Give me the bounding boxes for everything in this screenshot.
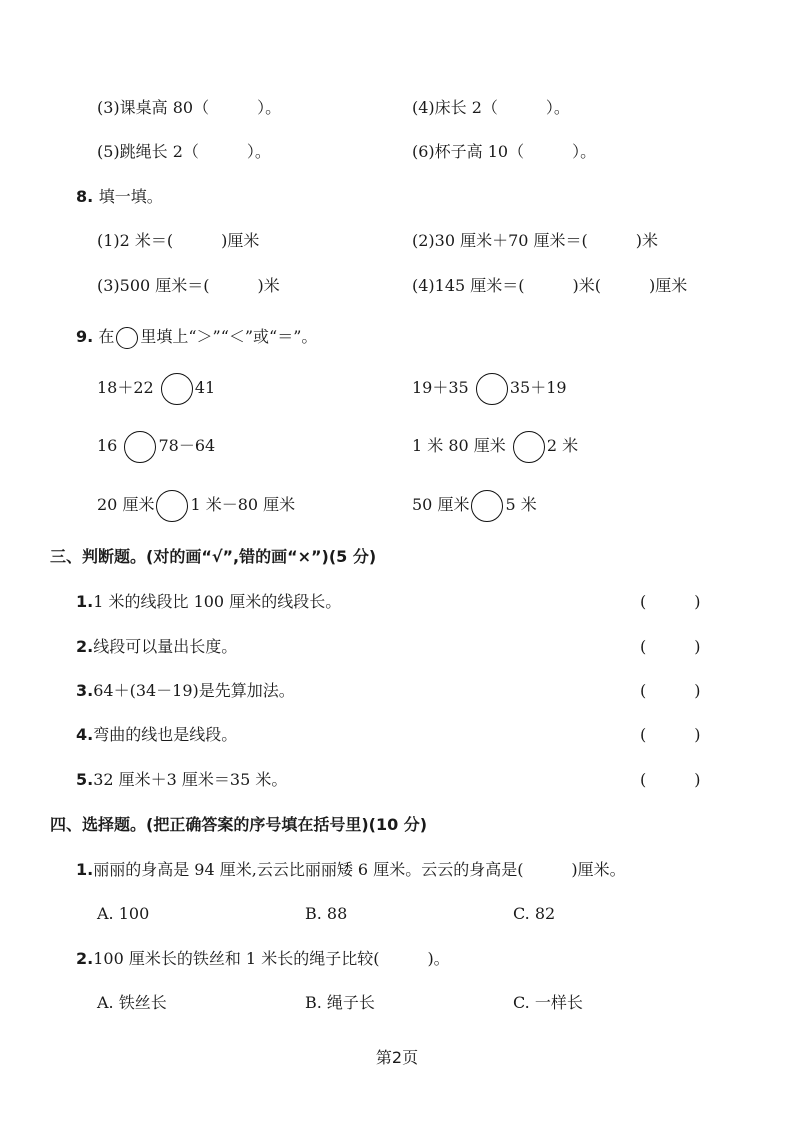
- s4-question-text: 100 厘米长的铁丝和 1 米长的绳子比较( )。: [93, 949, 450, 968]
- s3-item-5: [76, 770, 287, 790]
- s4-q1-option-c[interactable]: C. 82: [513, 904, 556, 923]
- s4-question-text: 丽丽的身高是 94 厘米,云云比丽丽矮 6 厘米。云云的身高是( )厘米。: [93, 860, 626, 879]
- q9-item-left: 18＋22: [97, 378, 154, 397]
- s3-item-number: 2.: [76, 637, 94, 656]
- q8-item-3: (3)500 厘米＝( )米: [97, 276, 280, 295]
- q9-item-left: 16: [97, 436, 118, 455]
- s4-question-1: [76, 860, 626, 880]
- q9-item-left: 20 厘米: [97, 495, 155, 514]
- q9-item-6: [412, 488, 537, 522]
- answer-circle[interactable]: [124, 431, 156, 463]
- answer-circle[interactable]: [476, 373, 508, 405]
- answer-paren[interactable]: ( ): [640, 637, 701, 656]
- s3-item-text: 32 厘米＋3 厘米＝35 米。: [93, 770, 288, 789]
- q9-title-pre: 在: [98, 327, 115, 346]
- q8-title: [76, 187, 163, 207]
- answer-paren[interactable]: ( ): [640, 725, 701, 744]
- s4-q2-option-c[interactable]: C. 一样长: [513, 993, 583, 1012]
- q9-item-4: [412, 429, 578, 463]
- answer-paren[interactable]: ( ): [640, 770, 701, 789]
- s3-item-text: 64＋(34－19)是先算加法。: [93, 681, 295, 700]
- s4-q1-option-a[interactable]: A. 100: [97, 904, 150, 923]
- s3-item-text: 弯曲的线也是线段。: [93, 725, 238, 744]
- s3-item-number: 5.: [76, 770, 94, 789]
- q9-item-1: [97, 371, 215, 405]
- q9-item-right: 41: [194, 378, 216, 397]
- s3-item-number: 3.: [76, 681, 94, 700]
- s4-question-number: 2.: [76, 949, 94, 968]
- answer-paren[interactable]: ( ): [640, 592, 701, 611]
- answer-circle[interactable]: [161, 373, 193, 405]
- q9-number: 9.: [76, 327, 94, 346]
- s3-item-2: [76, 637, 237, 657]
- section4-heading: 四、选择题。(把正确答案的序号填在括号里)(10 分): [50, 815, 428, 834]
- s3-item-3: [76, 681, 295, 701]
- answer-circle[interactable]: [513, 431, 545, 463]
- q9-item-left: 19＋35: [412, 378, 469, 397]
- s3-item-4: [76, 725, 237, 745]
- s3-item-1: [76, 592, 341, 612]
- s3-item-text: 线段可以量出长度。: [93, 637, 238, 656]
- q9-item-2: [412, 371, 567, 405]
- q9-item-left: 50 厘米: [412, 495, 470, 514]
- s4-q2-option-a[interactable]: A. 铁丝长: [97, 993, 167, 1012]
- page-number: 第2页: [375, 1048, 419, 1067]
- answer-circle[interactable]: [156, 490, 188, 522]
- q9-item-right: 35＋19: [509, 378, 567, 397]
- q7-item-4: (4)床长 2（ ）。: [412, 98, 570, 117]
- q7-item-3: (3)课桌高 80（ ）。: [97, 98, 282, 117]
- q9-item-right: 5 米: [505, 495, 537, 514]
- q9-item-right: 78－64: [158, 436, 216, 455]
- s4-q2-option-b[interactable]: B. 绳子长: [305, 993, 375, 1012]
- q8-item-4: (4)145 厘米＝( )米( )厘米: [412, 276, 688, 295]
- q9-item-left: 1 米 80 厘米: [412, 436, 506, 455]
- q9-item-right: 2 米: [546, 436, 579, 455]
- s4-q1-option-b[interactable]: B. 88: [305, 904, 348, 923]
- s3-item-text: 1 米的线段比 100 厘米的线段长。: [93, 592, 342, 611]
- answer-paren[interactable]: ( ): [640, 681, 701, 700]
- q9-item-5: [97, 488, 295, 522]
- q9-title: [76, 322, 317, 352]
- answer-circle[interactable]: [471, 490, 503, 522]
- q8-item-1: (1)2 米＝( )厘米: [97, 231, 260, 250]
- section3-heading: 三、判断题。(对的画“√”,错的画“×”)(5 分): [50, 547, 377, 566]
- q9-title-post: 里填上“＞”“＜”或“＝”。: [140, 327, 318, 346]
- s4-question-number: 1.: [76, 860, 94, 879]
- s3-item-number: 1.: [76, 592, 94, 611]
- q8-item-2: (2)30 厘米＋70 厘米＝( )米: [412, 231, 659, 250]
- q7-item-6: (6)杯子高 10（ ）。: [412, 142, 597, 161]
- q8-title-text: 填一填。: [98, 187, 163, 206]
- s3-item-number: 4.: [76, 725, 94, 744]
- q8-number: 8.: [76, 187, 94, 206]
- circle-icon: [116, 327, 138, 349]
- q9-item-3: [97, 429, 215, 463]
- s4-question-2: [76, 949, 450, 969]
- q7-item-5: (5)跳绳长 2（ ）。: [97, 142, 271, 161]
- q9-item-right: 1 米－80 厘米: [190, 495, 296, 514]
